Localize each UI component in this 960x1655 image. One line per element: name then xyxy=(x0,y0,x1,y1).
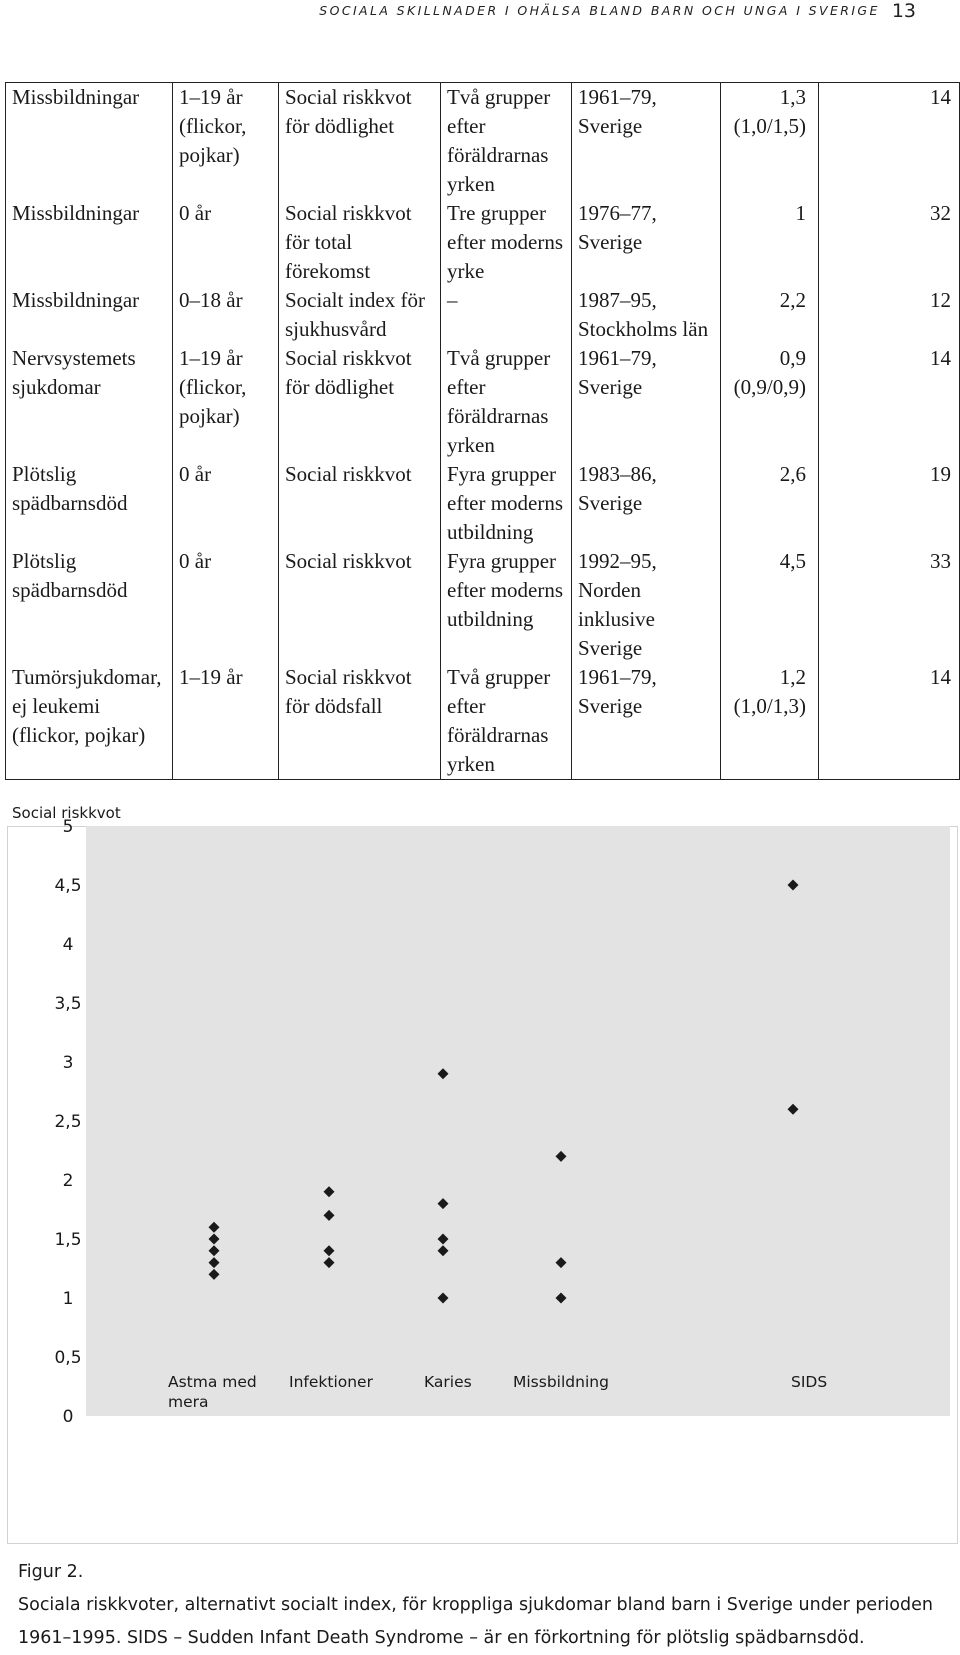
category-label: mera xyxy=(168,1393,209,1411)
table-cell: 1987–95, Stockholms län xyxy=(572,286,721,344)
y-tick-label: 0,5 xyxy=(54,1348,82,1368)
table-cell: – xyxy=(441,286,572,344)
table-cell: Social riskkvot xyxy=(279,547,441,663)
table-cell: 0,9 (0,9/0,9) xyxy=(721,344,819,460)
table-cell: 0 år xyxy=(173,199,279,286)
table-row xyxy=(6,663,960,780)
y-tick-label: 1,5 xyxy=(54,1230,82,1250)
table-cell: 12 xyxy=(819,286,960,344)
table-cell: 2,6 xyxy=(721,460,819,547)
y-axis-label: Social riskkvot xyxy=(12,804,121,822)
table-cell: Tumörsjukdomar, ej leukemi (flickor, pojkar) xyxy=(6,663,173,780)
category-label: Infektioner xyxy=(289,1373,373,1391)
table-cell: Social riskkvot för dödsfall xyxy=(279,663,441,780)
table-cell: Två grupper efter föräldrarnas yrken xyxy=(441,663,572,780)
table-cell: Plötslig spädbarnsdöd xyxy=(6,547,173,663)
table-cell: Social riskkvot xyxy=(279,460,441,547)
table-cell: 1961–79, Sverige xyxy=(572,344,721,460)
plot-area xyxy=(86,826,950,1416)
table-cell: 1,2 (1,0/1,3) xyxy=(721,663,819,780)
table-cell: 1–19 år (flickor, pojkar) xyxy=(173,83,279,200)
table-cell: Missbildningar xyxy=(6,199,173,286)
table-cell: 1–19 år xyxy=(173,663,279,780)
table-cell: 1992–95, Norden inklusive Sverige xyxy=(572,547,721,663)
table-cell: 0–18 år xyxy=(173,286,279,344)
table-cell: 19 xyxy=(819,460,960,547)
table-cell: Missbildningar xyxy=(6,83,173,200)
table-cell: 33 xyxy=(819,547,960,663)
table-cell: 1961–79, Sverige xyxy=(572,83,721,200)
table-cell: 1976–77, Sverige xyxy=(572,199,721,286)
table-cell: Missbildningar xyxy=(6,286,173,344)
table-cell: 14 xyxy=(819,663,960,780)
y-tick-label: 2,5 xyxy=(54,1112,82,1132)
table-cell: Social riskkvot för total förekomst xyxy=(279,199,441,286)
table-cell: 4,5 xyxy=(721,547,819,663)
caption-label: Figur 2. xyxy=(18,1562,84,1582)
table-row xyxy=(6,344,960,460)
y-tick-label: 2 xyxy=(62,1171,74,1191)
study-table-body xyxy=(6,83,960,780)
table-cell: 1983–86, Sverige xyxy=(572,460,721,547)
table-row xyxy=(6,286,960,344)
table-row xyxy=(6,547,960,663)
study-table xyxy=(5,82,960,780)
table-cell: Två grupper efter föräldrarnas yrken xyxy=(441,83,572,200)
running-header xyxy=(319,0,916,20)
table-row xyxy=(6,199,960,286)
table-cell: 14 xyxy=(819,83,960,200)
table-cell: Fyra grupper efter moderns utbildning xyxy=(441,547,572,663)
table-cell: Tre grupper efter moderns yrke xyxy=(441,199,572,286)
y-tick-label: 3,5 xyxy=(54,994,82,1014)
table-cell: 32 xyxy=(819,199,960,286)
y-tick-label: 5 xyxy=(62,817,74,837)
figure-caption xyxy=(18,1556,953,1655)
y-tick-label: 4 xyxy=(62,935,74,955)
table-cell: 0 år xyxy=(173,547,279,663)
table-cell: Social riskkvot för dödlighet xyxy=(279,83,441,200)
page-number: 13 xyxy=(891,0,916,22)
table-cell: Social riskkvot för dödlighet xyxy=(279,344,441,460)
table-row xyxy=(6,83,960,200)
table-cell: Fyra grupper efter moderns utbildning xyxy=(441,460,572,547)
y-tick-label: 1 xyxy=(62,1289,74,1309)
y-tick-label: 0 xyxy=(62,1407,74,1427)
table-cell: 14 xyxy=(819,344,960,460)
table-cell: 2,2 xyxy=(721,286,819,344)
table-cell: Plötslig spädbarnsdöd xyxy=(6,460,173,547)
table-row xyxy=(6,460,960,547)
scatter-chart xyxy=(0,802,960,1522)
caption-text: Sociala riskkvoter, alternativt socialt index, för kroppliga sjukdomar bland barn i Sverige under perioden 1961–1995. SIDS – Sudden Infant Death Syndrome – är en förkortning för plötslig spädbarnsdöd. xyxy=(18,1595,933,1648)
y-tick-label: 3 xyxy=(62,1053,74,1073)
table-cell: 1961–79, Sverige xyxy=(572,663,721,780)
table-cell: Nervsystemets sjukdomar xyxy=(6,344,173,460)
running-title: SOCIALA SKILLNADER I OHÄLSA BLAND BARN OCH UNGA I SVERIGE xyxy=(319,3,880,18)
table-cell: 1 xyxy=(721,199,819,286)
category-label: SIDS xyxy=(791,1373,828,1391)
category-label: Missbildning xyxy=(513,1373,609,1391)
table-cell: 0 år xyxy=(173,460,279,547)
table-cell: Två grupper efter föräldrarnas yrken xyxy=(441,344,572,460)
table-cell: Socialt index för sjukhusvård xyxy=(279,286,441,344)
table-cell: 1,3 (1,0/1,5) xyxy=(721,83,819,200)
category-label: Astma med xyxy=(168,1373,257,1391)
table-cell: 1–19 år (flickor, pojkar) xyxy=(173,344,279,460)
y-tick-label: 4,5 xyxy=(54,876,82,896)
category-label: Karies xyxy=(424,1373,472,1391)
